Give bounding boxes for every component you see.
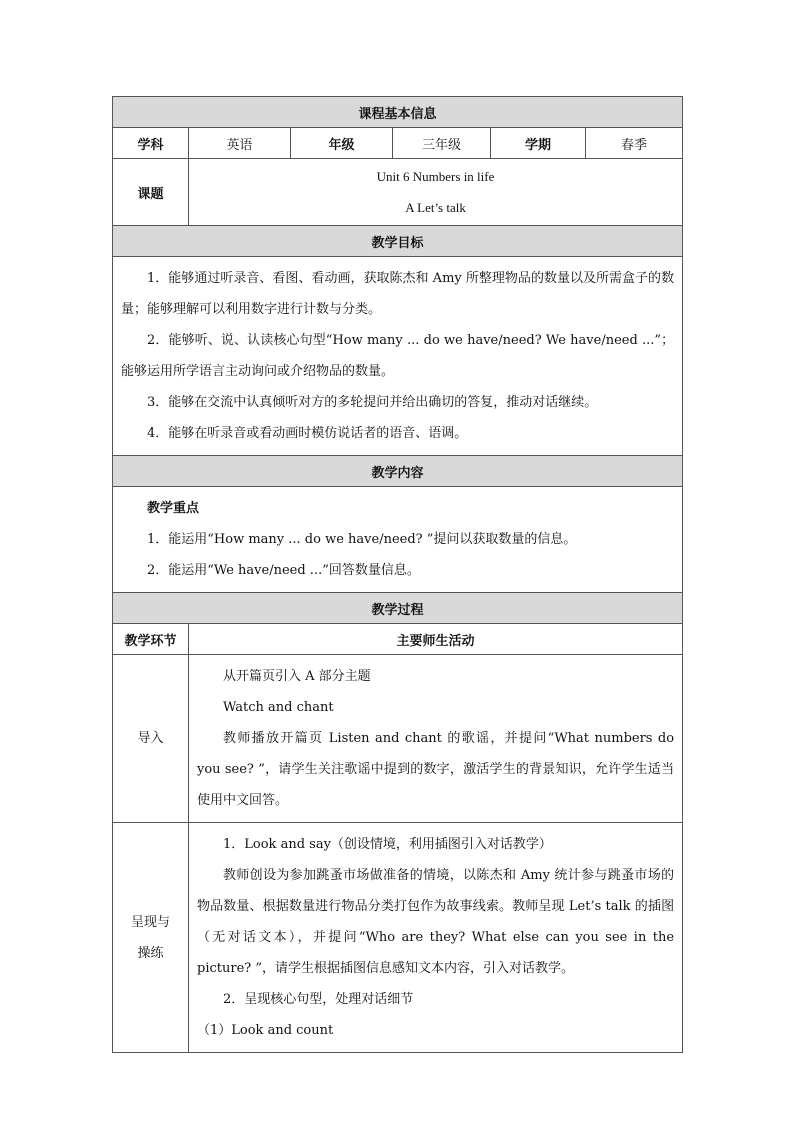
stage-column-header: 教学环节 bbox=[113, 624, 189, 655]
content-body bbox=[113, 487, 683, 593]
objective-item: 1．能够通过听录音、看图、看动画，获取陈杰和 Amy 所整理物品的数量以及所需盒子的数量；能够理解可以利用数字进行计数与分类。 bbox=[121, 271, 675, 317]
topic-line-1: Unit 6 Numbers in life bbox=[376, 169, 495, 184]
stage-row-presentation bbox=[113, 823, 683, 1053]
basic-info-row bbox=[113, 128, 683, 159]
objectives-row bbox=[113, 257, 683, 456]
content-header: 教学内容 bbox=[113, 456, 683, 487]
activity-line: 教师播放开篇页 Listen and chant 的歌谣，并提问“What numbers do you see? ”，请学生关注歌谣中提到的数字，激活学生的背景知识，允许学生适当使用中文回答。 bbox=[197, 731, 675, 808]
activity-line: Watch and chant bbox=[223, 700, 334, 715]
objectives-header: 教学目标 bbox=[113, 226, 683, 257]
term-label: 学期 bbox=[491, 128, 586, 159]
activity-line: 从开篇页引入 A 部分主题 bbox=[223, 669, 371, 684]
basic-info-header-row bbox=[113, 97, 683, 128]
stage-activities-presentation bbox=[189, 823, 683, 1053]
basic-info-header: 课程基本信息 bbox=[113, 97, 683, 128]
objective-item: 3．能够在交流中认真倾听对方的多轮提问并给出确切的答复，推动对话继续。 bbox=[147, 395, 598, 410]
key-point-item: 2．能运用“We have/need ...”回答数量信息。 bbox=[147, 563, 420, 578]
grade-value: 三年级 bbox=[393, 128, 491, 159]
activity-line: 1．Look and say（创设情境，利用插图引入对话教学） bbox=[223, 837, 552, 852]
key-point-item: 1．能运用“How many ... do we have/need? ”提问以获取数量的信息。 bbox=[147, 532, 577, 547]
subject-value: 英语 bbox=[189, 128, 291, 159]
activity-column-header: 主要师生活动 bbox=[189, 624, 683, 655]
process-header: 教学过程 bbox=[113, 593, 683, 624]
topic-value bbox=[189, 159, 683, 226]
topic-line-2: A Let’s talk bbox=[405, 200, 466, 215]
stage-name-line-1: 呈现与 bbox=[130, 914, 170, 930]
subject-label: 学科 bbox=[113, 128, 189, 159]
stage-row-intro bbox=[113, 655, 683, 823]
activity-line: （1）Look and count bbox=[197, 1023, 334, 1038]
term-value: 春季 bbox=[586, 128, 683, 159]
key-points-label: 教学重点 bbox=[147, 501, 200, 516]
activity-line: 教师创设为参加跳蚤市场做准备的情境，以陈杰和 Amy 统计参与跳蚤市场的物品数量、根据数量进行物品分类打包作为故事线索。教师呈现 Let’s talk 的插图（无对话文本），并提问“Who are they? What else can you see in the picture? ”，请学生根据插图信息感知文本内容，引入对话教学。 bbox=[197, 868, 675, 976]
grade-label: 年级 bbox=[291, 128, 393, 159]
process-header-row bbox=[113, 593, 683, 624]
lesson-plan-page bbox=[112, 96, 682, 1053]
topic-label: 课题 bbox=[113, 159, 189, 226]
stage-name-presentation bbox=[113, 823, 189, 1053]
stage-name-intro: 导入 bbox=[113, 655, 189, 823]
stage-activities-intro bbox=[189, 655, 683, 823]
activity-line: 2．呈现核心句型，处理对话细节 bbox=[223, 992, 414, 1007]
objectives-body bbox=[113, 257, 683, 456]
objective-item: 2．能够听、说、认读核心句型“How many ... do we have/need? We have/need ...”；能够运用所学语言主动询问或介绍物品的数量。 bbox=[121, 333, 675, 379]
stage-name-line-2: 操练 bbox=[137, 945, 164, 961]
lesson-plan-table bbox=[112, 96, 683, 1053]
content-header-row bbox=[113, 456, 683, 487]
objective-item: 4．能够在听录音或看动画时模仿说话者的语音、语调。 bbox=[147, 426, 468, 441]
topic-row bbox=[113, 159, 683, 226]
objectives-header-row bbox=[113, 226, 683, 257]
process-columns-row bbox=[113, 624, 683, 655]
content-row bbox=[113, 487, 683, 593]
